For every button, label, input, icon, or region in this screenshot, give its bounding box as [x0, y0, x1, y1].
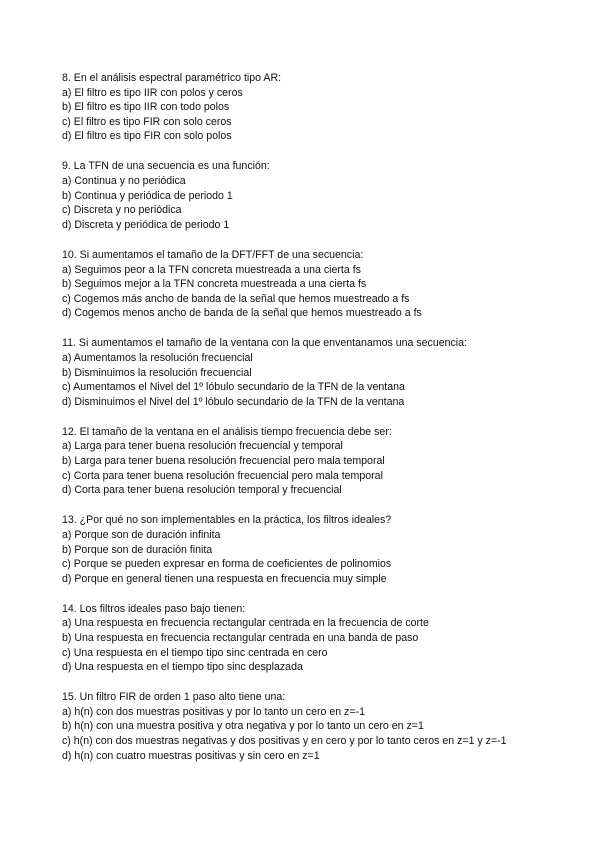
option-c: c) Discreta y no periódica [62, 204, 182, 217]
question-12 [62, 425, 592, 498]
question-stem: 9. La TFN de una secuencia es una función: [62, 160, 270, 173]
question-13 [62, 513, 592, 586]
question-9 [62, 159, 592, 232]
question-11 [62, 336, 592, 409]
question-stem: 10. Si aumentamos el tamaño de la DFT/FFT de una secuencia: [62, 248, 364, 261]
option-d: d) El filtro es tipo FIR con solo polos [62, 130, 232, 143]
question-stem: 8. En el análisis espectral paramétrico tipo AR: [62, 72, 282, 84]
option-c: c) Corta para tener buena resolución frecuencial pero mala temporal [62, 469, 383, 482]
option-c: c) Una respuesta en el tiempo tipo sinc centrada en cero [62, 646, 328, 659]
question-stem: 12. El tamaño de la ventana en el análisis tiempo frecuencia debe ser: [62, 425, 392, 438]
question-stem: 11. Si aumentamos el tamaño de la ventana con la que enventanamos una secuencia: [62, 337, 467, 350]
option-c: c) Aumentamos el Nivel del 1º lóbulo secundario de la TFN de la ventana [62, 381, 405, 394]
option-d: d) Porque en general tienen una respuesta en frecuencia muy simple [62, 572, 387, 585]
option-b: b) Una respuesta en frecuencia rectangular centrada en una banda de paso [62, 632, 419, 644]
option-b: b) h(n) con una muestra positiva y otra negativa y por lo tanto un cero en z=1 [62, 720, 424, 733]
option-a: a) Larga para tener buena resolución frecuencial y temporal [62, 440, 343, 453]
option-a: a) Una respuesta en frecuencia rectangular centrada en la frecuencia de corte [62, 617, 429, 630]
option-c: c) Porque se pueden expresar en forma de coeficientes de polinomios [62, 558, 392, 571]
option-d: d) Cogemos menos ancho de banda de la señal que hemos muestreado a fs [62, 307, 422, 320]
option-b: b) Continua y periódica de periodo 1 [62, 189, 233, 202]
option-b: b) El filtro es tipo IIR con todo polos [62, 101, 230, 114]
option-b: b) Seguimos mejor a la TFN concreta muestreada a una cierta fs [62, 278, 367, 291]
option-c: c) h(n) con dos muestras negativas y dos positivas y en cero y por lo tanto ceros en z=1 y z=-1 [62, 735, 507, 748]
option-d: d) Disminuimos el Nivel del 1º lóbulo secundario de la TFN de la ventana [62, 395, 405, 408]
question-stem: 15. Un filtro FIR de orden 1 paso alto tiene una: [62, 691, 286, 704]
option-b: b) Larga para tener buena resolución frecuencial pero mala temporal [62, 455, 385, 468]
question-stem: 13. ¿Por qué no son implementables en la práctica, los filtros ideales? [62, 514, 392, 527]
question-10 [62, 248, 592, 321]
question-8 [62, 71, 592, 144]
question-15 [62, 690, 592, 763]
option-a: a) Seguimos peor a la TFN concreta muestreada a una cierta fs [62, 263, 361, 276]
option-a: a) El filtro es tipo IIR con polos y ceros [62, 86, 243, 99]
option-b: b) Disminuimos la resolución frecuencial [62, 366, 252, 379]
option-d: d) Discreta y periódica de periodo 1 [62, 218, 230, 231]
option-a: a) Porque son de duración infinita [62, 528, 221, 541]
option-b: b) Porque son de duración finita [62, 543, 213, 556]
option-c: c) El filtro es tipo FIR con solo ceros [62, 115, 232, 128]
question-stem: 14. Los filtros ideales paso bajo tienen: [62, 602, 246, 615]
option-c: c) Cogemos más ancho de banda de la señal que hemos muestreado a fs [62, 292, 410, 305]
option-d: d) Corta para tener buena resolución temporal y frecuencial [62, 484, 342, 497]
question-list [62, 71, 592, 779]
option-d: d) Una respuesta en el tiempo tipo sinc desplazada [62, 661, 303, 674]
option-a: a) Continua y no periódica [62, 175, 186, 188]
option-a: a) h(n) con dos muestras positivas y por lo tanto un cero en z=-1 [62, 705, 365, 718]
option-a: a) Aumentamos la resolución frecuencial [62, 352, 253, 364]
option-d: d) h(n) con cuatro muestras positivas y sin cero en z=1 [62, 749, 320, 762]
question-14 [62, 602, 592, 675]
